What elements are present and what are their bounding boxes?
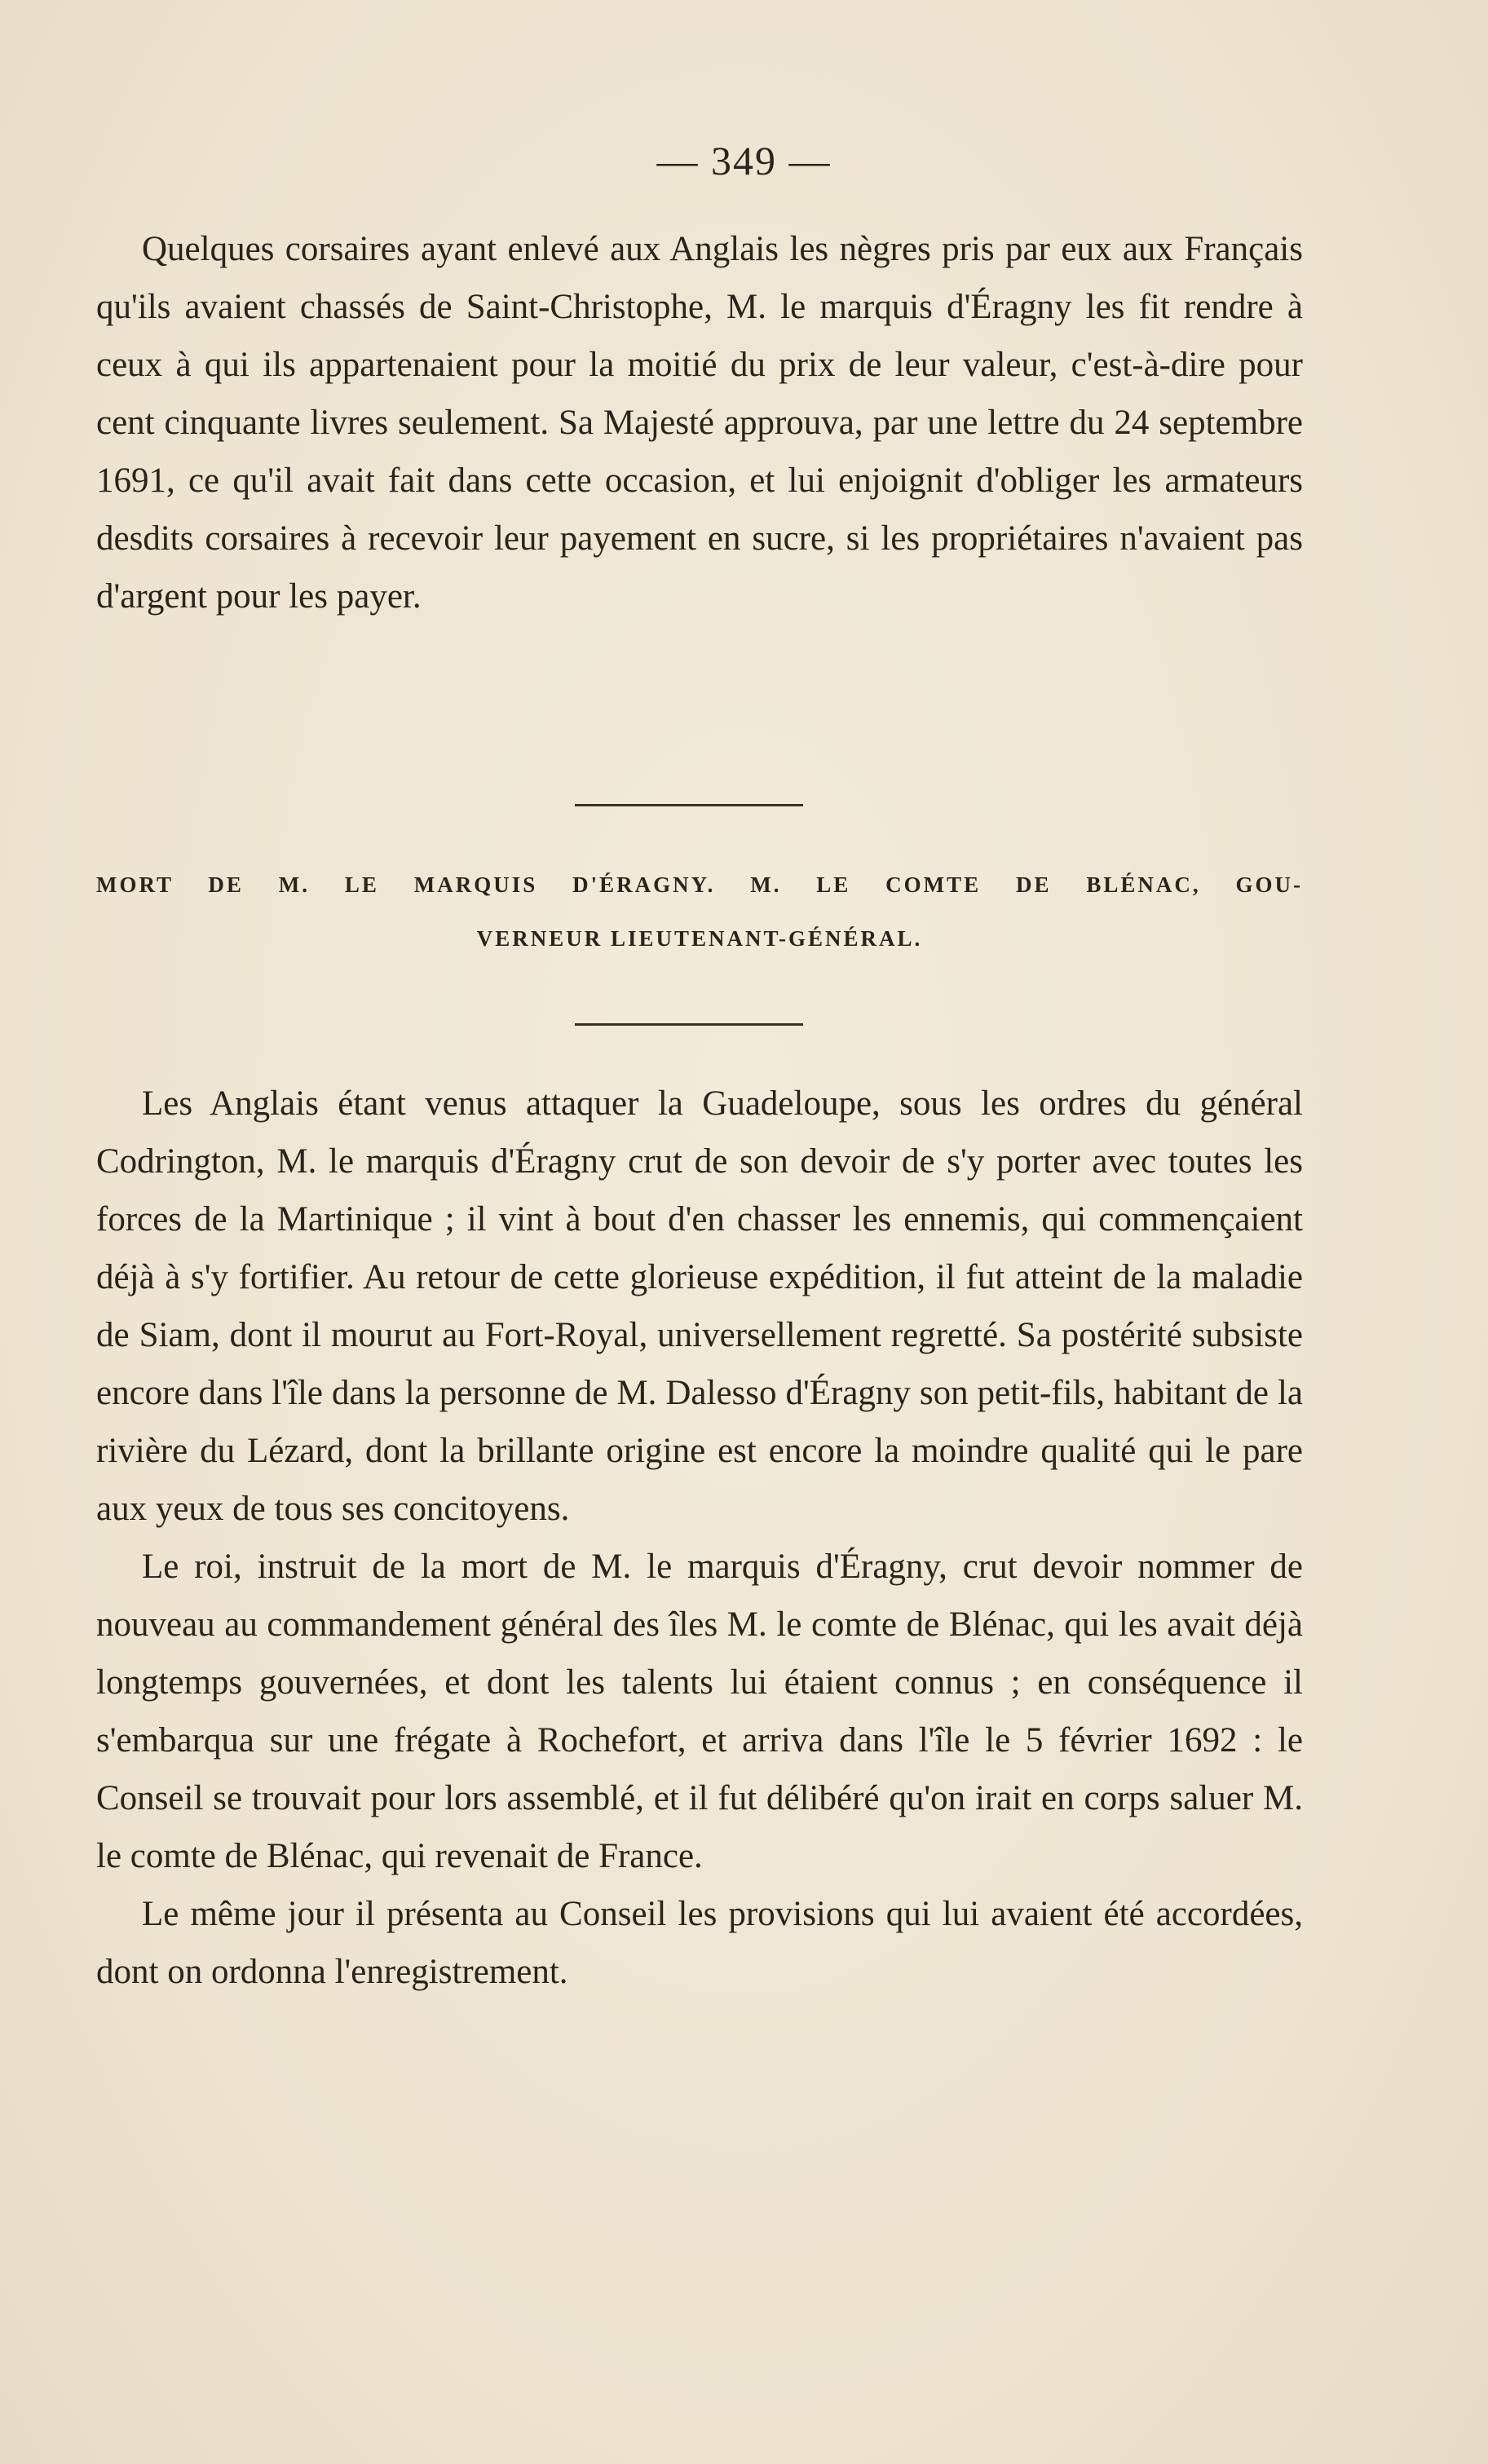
page-number: — 349 — [656,138,832,183]
section-heading-line-2: VERNEUR LIEUTENANT-GÉNÉRAL. [476,926,923,951]
paragraph-1: Quelques corsaires ayant enlevé aux Anglais les nègres pris par eux aux Français qu'ils avaient chassés de Saint-Christophe, M. le marquis d'Éragny les fit rendre à ceux à qui ils appartenaient pour la moitié du prix de leur valeur, c'est-à-dire pour cent cinquante livres seulement. Sa Majesté approuva, par une lettre du 24 septembre 1691, ce qu'il avait fait dans cette occasion, et lui enjoignit d'obliger les armateurs desdits corsaires à recevoir leur payement en sucre, si les propriétaires n'avaient pas d'argent pour les payer. [96,230,1303,616]
section-heading [96,858,1303,965]
text-block-2 [96,1075,1303,2001]
paragraph-3: Le roi, instruit de la mort de M. le marquis d'Éragny, crut devoir nommer de nouveau au commandement général des îles M. le comte de Blénac, qui les avait déjà longtemps gouvernées, et dont les talents lui étaient connus ; en conséquence il s'embarqua sur une frégate à Rochefort, et arriva dans l'île le 5 février 1692 : le Conseil se trouvait pour lors assemblé, et il fut délibéré qu'on irait en corps saluer M. le comte de Blénac, qui revenait de France. [96,1548,1303,1875]
paragraph-4: Le même jour il présenta au Conseil les provisions qui lui avaient été accordées, dont on ordonna l'enregistrement. [96,1895,1303,1991]
paragraph-2: Les Anglais étant venus attaquer la Guadeloupe, sous les ordres du général Codrington, M. le marquis d'Éragny crut de son devoir de s'y porter avec toutes les forces de la Martinique ; il vint à bout d'en chasser les ennemis, qui commençaient déjà à s'y fortifier. Au retour de cette glorieuse expédition, il fut atteint de la maladie de Siam, dont il mourut au Fort-Royal, universellement regretté. Sa postérité subsiste encore dans l'île dans la personne de M. Dalesso d'Éragny son petit-fils, habitant de la rivière du Lézard, dont la brillante origine est encore la moindre qualité qui le pare aux yeux de tous ses concitoyens. [96,1084,1303,1528]
text-block-1 [96,220,1303,625]
section-heading-line-1: MORT DE M. LE MARQUIS D'ÉRAGNY. M. LE COMTE DE BLÉNAC, GOU- [96,872,1303,897]
section-divider-bottom [575,1023,803,1026]
section-divider-top [575,804,803,806]
